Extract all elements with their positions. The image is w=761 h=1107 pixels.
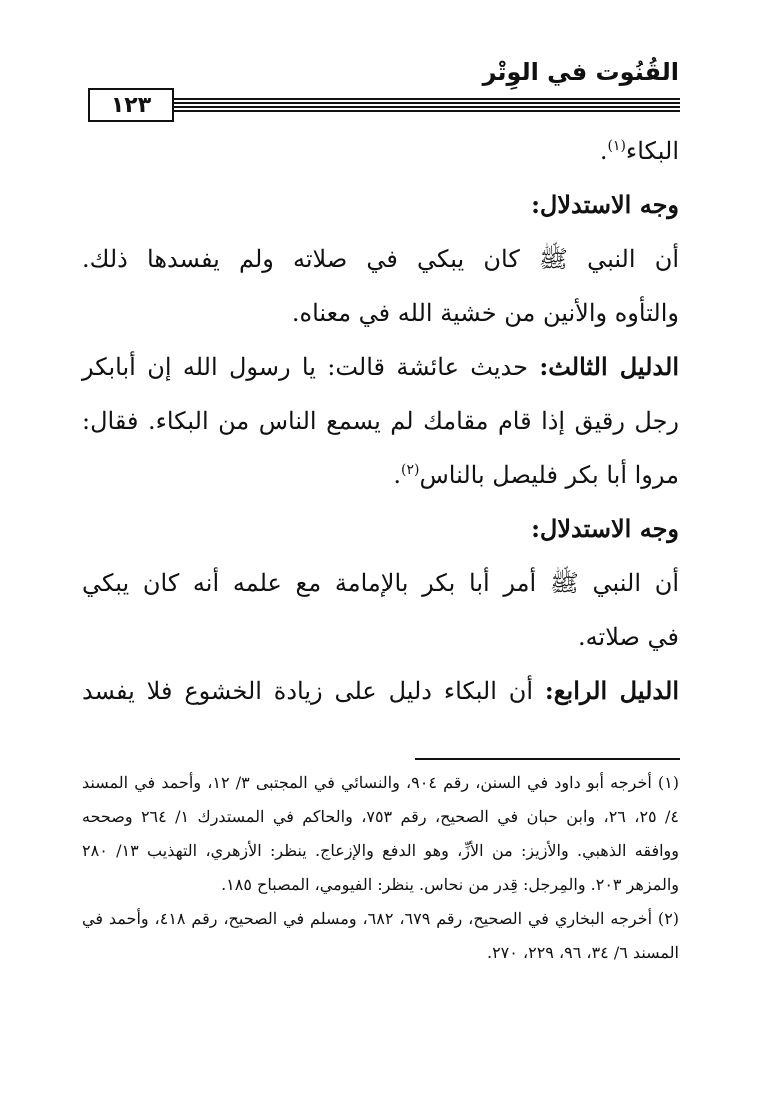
main-text [82, 124, 679, 718]
footnotes [82, 766, 679, 970]
text-line: مروا أبا بكر فليصل بالناس$^{(٢)}$. [393, 461, 679, 489]
page-number: ١٢٣ [88, 88, 174, 122]
text-line: البكاء$^{(١)}$. [599, 137, 679, 165]
running-header-title: القُنُوت في الوِتْر [482, 58, 679, 86]
evidence-label: الدليل الرابع: [544, 676, 679, 705]
evidence-label: الدليل الثالث: [539, 352, 680, 381]
footnote-ref-2[interactable]: (٢) [401, 462, 420, 478]
evidence-three: الدليل الثالث: حديث عائشة قالت: يا رسول الله إن أبابكر [82, 352, 680, 381]
text-line: أن النبي ﷺ أمر أبا بكر بالإمامة مع علمه أنه كان يبكي [82, 569, 679, 597]
footnote-1: (١) أخرجه أبو داود في السنن، رقم ٩٠٤، والنسائي في المجتبى ٣/ ١٢، وأحمد في المسند ٤/ ٢٥، ٢٦، وابن حبان في الصحيح، رقم ٧٥٣، والحاكم في المستدرك ١/ ٢٦٤ وصححه ووافقه الذهبي. والأزيز: من الأزِّ، وهو الدفع والإزعاج. ينظر: الأزهري، التهذيب ١٣/ ٢٨٠ والمزهر ٢٠٣. والمِرجل: قِدر من نحاس. ينظر: الفيومي، المصباح ١٨٥. [82, 773, 680, 894]
text-line: في صلاته. [578, 623, 679, 651]
text-line: والتأوه والأنين من خشية الله في معناه. [291, 299, 679, 327]
text-line: رجل رقيق إذا قام مقامك لم يسمع الناس من البكاء. فقال: [82, 407, 679, 435]
evidence-four: الدليل الرابع: أن البكاء دليل على زيادة الخشوع فلا يفسد [82, 676, 679, 705]
text-line: أن النبي ﷺ كان يبكي في صلاته ولم يفسدها ذلك. [82, 245, 679, 273]
section-heading: وجه الاستدلال: [531, 190, 679, 219]
header-rule [120, 98, 680, 112]
footnote-2: (٢) أخرجه البخاري في الصحيح، رقم ٦٧٩، ٦٨٢، ومسلم في الصحيح، رقم ٤١٨، وأحمد في المسند ٦/ ٣٤، ٩٦، ٢٢٩، ٢٧٠. [82, 909, 680, 962]
section-heading: وجه الاستدلال: [531, 514, 679, 543]
footnote-separator [415, 758, 680, 760]
footnote-ref-1[interactable]: (١) [607, 138, 626, 154]
